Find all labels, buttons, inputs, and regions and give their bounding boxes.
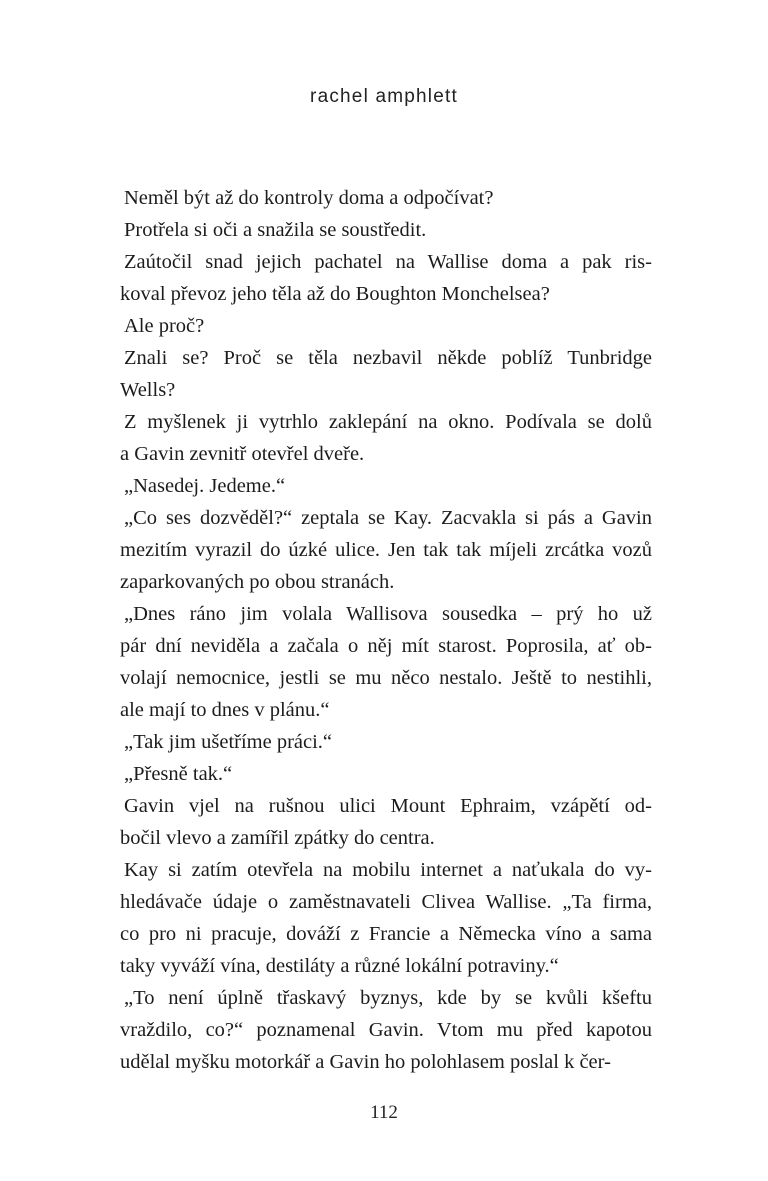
text-line: koval převoz jeho těla až do Boughton Monchelsea? [120,283,550,305]
text-line: Ale proč? [124,315,205,337]
text-line: „Co ses dozvěděl?“ zeptala se Kay. Zacvakla si pás a Gavin [124,507,652,529]
text-line: Znali se? Proč se těla nezbavil někde poblíž Tunbridge [124,347,652,369]
text-line: co pro ni pracuje, dováží z Francie a Německa víno a sama [120,923,652,945]
text-line: Wells? [120,379,176,401]
body-text [120,182,652,1078]
text-line: Protřela si oči a snažila se soustředit. [124,219,427,241]
text-line: „Tak jim ušetříme práci.“ [124,731,333,753]
text-line: a Gavin zevnitř otevřel dveře. [120,443,365,465]
text-line: ale mají to dnes v plánu.“ [120,699,330,721]
text-line: Zaútočil snad jejich pachatel na Wallise doma a pak ris- [124,251,652,273]
text-line: volají nemocnice, jestli se mu něco nestalo. Ještě to nestihli, [120,667,652,689]
text-line: vraždilo, co?“ poznamenal Gavin. Vtom mu před kapotou [120,1019,652,1041]
text-line: Z myšlenek ji vytrhlo zaklepání na okno. Podívala se dolů [124,411,652,433]
text-line: bočil vlevo a zamířil zpátky do centra. [120,827,435,849]
text-line: hledávače údaje o zaměstnavateli Clivea Wallise. „Ta firma, [120,891,652,913]
text-line: Gavin vjel na rušnou ulici Mount Ephraim, vzápětí od- [124,795,652,817]
running-head: rachel amphlett [310,86,458,107]
text-line: udělal myšku motorkář a Gavin ho polohlasem poslal k čer- [120,1051,611,1073]
text-line: pár dní neviděla a začala o něj mít starost. Poprosila, ať ob- [120,635,652,657]
page-number: 112 [370,1102,398,1123]
text-line: zaparkovaných po obou stranách. [120,571,395,593]
text-line: taky vyváží vína, destiláty a různé lokální potraviny.“ [120,955,559,977]
text-line: mezitím vyrazil do úzké ulice. Jen tak tak míjeli zrcátka vozů [120,539,652,561]
text-line: „Dnes ráno jim volala Wallisova sousedka – prý ho už [124,603,652,625]
text-line: „To není úplně třaskavý byznys, kde by se kvůli kšeftu [124,987,652,1009]
text-line: Kay si zatím otevřela na mobilu internet a naťukala do vy- [124,859,652,881]
text-line: „Přesně tak.“ [124,763,233,785]
text-line: „Nasedej. Jedeme.“ [124,475,286,497]
text-line: Neměl být až do kontroly doma a odpočívat? [124,187,494,209]
